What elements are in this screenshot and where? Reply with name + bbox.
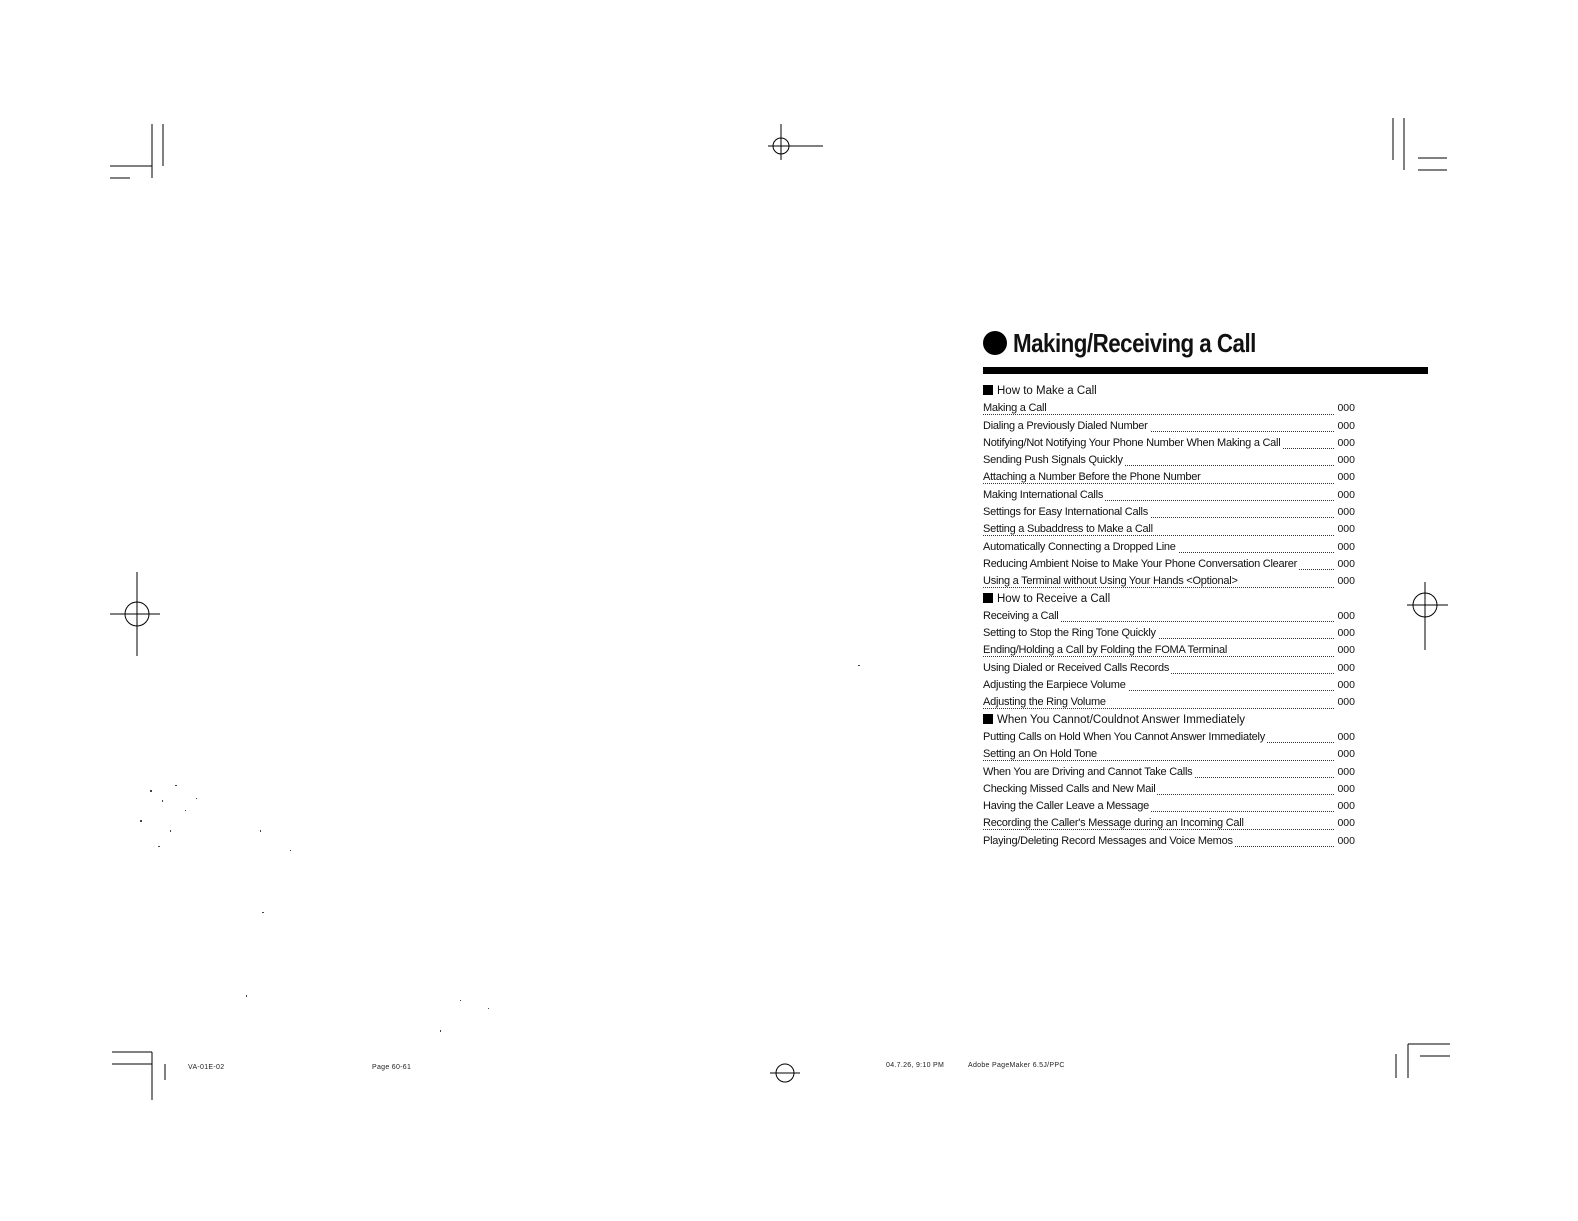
square-bullet-icon bbox=[983, 593, 993, 603]
toc-entry[interactable] bbox=[983, 660, 1355, 677]
toc-entry-label: Playing/Deleting Record Messages and Voice Memos bbox=[983, 834, 1233, 847]
square-bullet-icon bbox=[983, 714, 993, 724]
toc-entry[interactable] bbox=[983, 677, 1355, 694]
toc-entry[interactable] bbox=[983, 764, 1355, 781]
toc-entry-page: 000 bbox=[1337, 765, 1355, 778]
toc-entry[interactable] bbox=[983, 435, 1355, 452]
section-title bbox=[983, 326, 1295, 360]
footer-timestamp: 04.7.26, 9:10 PM bbox=[886, 1062, 945, 1069]
section-title-text: Making/Receiving a Call bbox=[1013, 327, 1256, 358]
toc-entry[interactable] bbox=[983, 504, 1355, 521]
toc-heading: When You Cannot/Couldnot Answer Immediately bbox=[983, 712, 1355, 729]
toc-entry-label: Receiving a Call bbox=[983, 609, 1059, 622]
toc-entry-label: Using Dialed or Received Calls Records bbox=[983, 661, 1170, 674]
toc-entry-label: Attaching a Number Before the Phone Number bbox=[983, 471, 1201, 484]
toc-entry-page: 000 bbox=[1337, 454, 1355, 467]
toc-entry[interactable] bbox=[983, 798, 1355, 815]
toc-entry[interactable] bbox=[983, 625, 1355, 642]
toc-entry[interactable] bbox=[983, 781, 1355, 798]
toc-entry-page: 000 bbox=[1337, 488, 1355, 501]
toc-entry[interactable] bbox=[983, 833, 1355, 850]
toc-entry[interactable] bbox=[983, 642, 1355, 659]
toc-entry-page: 000 bbox=[1337, 471, 1355, 484]
toc-entry-label: Setting an On Hold Tone bbox=[983, 748, 1097, 761]
toc-entry-page: 000 bbox=[1337, 696, 1355, 709]
toc-entry-label: Using a Terminal without Using Your Hands <Optional> bbox=[983, 575, 1238, 588]
toc-entry-label: Settings for Easy International Calls bbox=[983, 506, 1149, 519]
toc-entry-page: 000 bbox=[1337, 627, 1355, 640]
toc-entry-page: 000 bbox=[1337, 661, 1355, 674]
toc-entry[interactable] bbox=[983, 521, 1355, 538]
toc-entry[interactable] bbox=[983, 815, 1355, 832]
toc-entry-label: Sending Push Signals Quickly bbox=[983, 454, 1123, 467]
toc-entry-page: 000 bbox=[1337, 523, 1355, 536]
toc-entry-page: 000 bbox=[1337, 834, 1355, 847]
title-rule bbox=[983, 367, 1428, 374]
toc-entry[interactable] bbox=[983, 694, 1355, 711]
toc-entry-page: 000 bbox=[1337, 557, 1355, 570]
toc-entry-label: Making a Call bbox=[983, 402, 1047, 415]
toc-entry[interactable] bbox=[983, 400, 1355, 417]
toc-entry[interactable] bbox=[983, 487, 1355, 504]
toc-entry-label: Recording the Caller's Message during an Incoming Call bbox=[983, 817, 1244, 830]
toc-entry-page: 000 bbox=[1337, 679, 1355, 692]
toc-entry[interactable] bbox=[983, 556, 1355, 573]
square-bullet-icon bbox=[983, 385, 993, 395]
toc-entry[interactable] bbox=[983, 746, 1355, 763]
toc-entry-label: Setting to Stop the Ring Tone Quickly bbox=[983, 627, 1156, 640]
toc-entry-label: Adjusting the Ring Volume bbox=[983, 696, 1106, 709]
toc-entry-page: 000 bbox=[1337, 506, 1355, 519]
toc-entry-page: 000 bbox=[1337, 540, 1355, 553]
footer-page-range: Page 60-61 bbox=[372, 1064, 412, 1071]
toc-entry-label: Putting Calls on Hold When You Cannot Answer Immediately bbox=[983, 730, 1265, 743]
table-of-contents bbox=[983, 383, 1355, 850]
toc-entry[interactable] bbox=[983, 729, 1355, 746]
toc-entry-label: Reducing Ambient Noise to Make Your Phone Conversation Clearer bbox=[983, 557, 1298, 570]
toc-entry[interactable] bbox=[983, 418, 1355, 435]
toc-heading: How to Receive a Call bbox=[983, 591, 1355, 608]
toc-entry-label: Having the Caller Leave a Message bbox=[983, 800, 1150, 813]
toc-entry-page: 000 bbox=[1337, 419, 1355, 432]
footer-application: Adobe PageMaker 6.5J/PPC bbox=[968, 1062, 1065, 1069]
toc-entry-page: 000 bbox=[1337, 575, 1355, 588]
toc-entry-page: 000 bbox=[1337, 748, 1355, 761]
toc-entry-page: 000 bbox=[1337, 817, 1355, 830]
toc-entry-page: 000 bbox=[1337, 402, 1355, 415]
toc-entry-label: Dialing a Previously Dialed Number bbox=[983, 419, 1148, 432]
footer-doc-id: VA-01E-02 bbox=[188, 1064, 225, 1071]
toc-entry[interactable] bbox=[983, 608, 1355, 625]
toc-entry-label: When You are Driving and Cannot Take Calls bbox=[983, 765, 1193, 778]
toc-entry[interactable] bbox=[983, 573, 1355, 590]
toc-entry-page: 000 bbox=[1337, 644, 1355, 657]
toc-entry-label: Automatically Connecting a Dropped Line bbox=[983, 540, 1176, 553]
toc-entry-page: 000 bbox=[1337, 436, 1355, 449]
toc-entry[interactable] bbox=[983, 539, 1355, 556]
toc-entry-page: 000 bbox=[1337, 782, 1355, 795]
toc-entry-label: Adjusting the Earpiece Volume bbox=[983, 679, 1126, 692]
toc-entry-label: Checking Missed Calls and New Mail bbox=[983, 782, 1156, 795]
toc-entry-label: Notifying/Not Notifying Your Phone Number When Making a Call bbox=[983, 436, 1281, 449]
toc-entry-label: Ending/Holding a Call by Folding the FOMA Terminal bbox=[983, 644, 1228, 657]
toc-entry-label: Setting a Subaddress to Make a Call bbox=[983, 523, 1153, 536]
toc-entry-page: 000 bbox=[1337, 800, 1355, 813]
toc-entry-page: 000 bbox=[1337, 609, 1355, 622]
toc-entry-page: 000 bbox=[1337, 730, 1355, 743]
toc-heading: How to Make a Call bbox=[983, 383, 1355, 400]
toc-entry[interactable] bbox=[983, 452, 1355, 469]
toc-entry[interactable] bbox=[983, 469, 1355, 486]
circle-bullet-icon bbox=[983, 331, 1007, 355]
toc-entry-label: Making International Calls bbox=[983, 488, 1104, 501]
